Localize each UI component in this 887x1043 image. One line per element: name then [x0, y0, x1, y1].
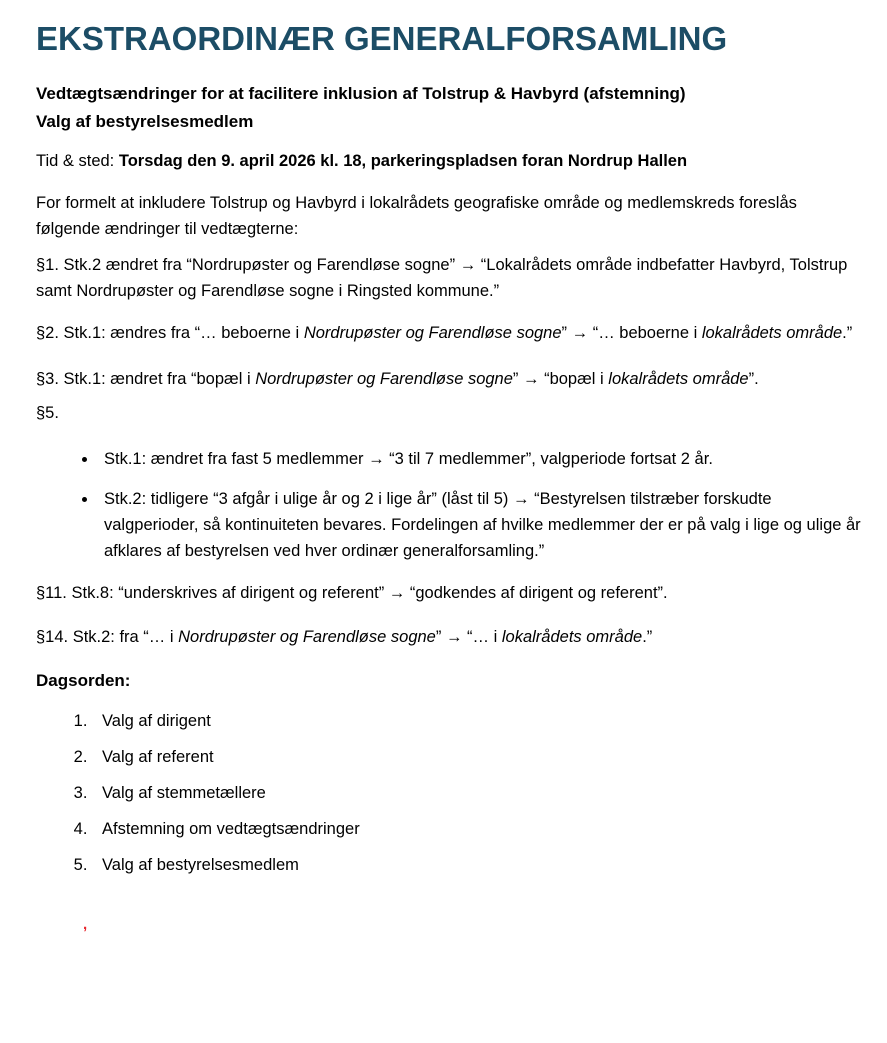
agenda-list: [36, 708, 862, 878]
subtitle-line1: Vedtægtsændringer for at facilitere inklusion af Tolstrup & Havbyrd (afstemning): [36, 84, 686, 103]
document-page: [0, 19, 887, 1043]
amendment-s2-end: .”: [842, 324, 853, 342]
meeting-details: Torsdag den 9. april 2026 kl. 18, parkeringspladsen foran Nordrup Hallen: [118, 152, 688, 170]
amendment-s2-arrow: ” → “… beboerne i: [561, 324, 702, 342]
agenda-item-afstemning: 4. Afstemning om vedtægtsændringer: [92, 816, 862, 842]
red-annotation-mark: ,: [83, 916, 88, 933]
page-title: EKSTRAORDINÆR GENERALFORSAMLING: [36, 20, 728, 57]
amendment-s2-text: §2. Stk.1: ændres fra “… beboerne i: [36, 324, 304, 342]
amendment-s3-text: §3. Stk.1: ændret fra “bopæl i: [36, 370, 256, 388]
amendment-s1: §1. Stk.2 ændret fra “Nordrupøster og Farendløse sogne” → “Lokalrådets område indbefatter Havbyrd, Tolstrup samt Nordrupøster og Farendløse sogne i Ringsted kommune.”: [36, 256, 848, 300]
meeting-info: [36, 148, 862, 174]
intro-paragraph: For formelt at inkludere Tolstrup og Havbyrd i lokalrådets geografiske område og medlemskreds foreslås følgende ændringer til vedtægterne:: [36, 194, 797, 238]
agenda-item-dirigent: 1. Valg af dirigent: [92, 708, 862, 734]
amendment-s3: [36, 366, 862, 392]
agenda-item-bestyrelsesmedlem: 5. Valg af bestyrelsesmedlem: [92, 852, 862, 878]
amendment-s2-italic-old: Nordrupøster og Farendløse sogne: [303, 324, 562, 342]
amendment-s3-arrow: ” → “bopæl i: [512, 370, 609, 388]
amendment-s2-italic-new: lokalrådets område: [701, 324, 843, 342]
amendment-s14: [36, 624, 862, 650]
amendment-s14-italic-new: lokalrådets område: [501, 628, 643, 646]
subtitle-line2: Valg af bestyrelsesmedlem: [36, 112, 254, 131]
amendment-s2: [36, 320, 862, 346]
agenda-item-stemmetaellere: 3. Valg af stemmetællere: [92, 780, 862, 806]
amendment-s5-bullet: • Stk.2: tidligere “3 afgår i ulige år og 2 i lige år” (låst til 5) → “Bestyrelsen tilstræber forskudte valgperioder, så kontinuiteten bevares. Fordelingen af hvilke medlemmer der er på valg i lige og ulige år afklares af bestyrelsen ved hver ordinær generalforsamling.”: [98, 486, 862, 564]
amendment-s14-text: §14. Stk.2: fra “… i: [36, 628, 179, 646]
amendment-s14-end: .”: [642, 628, 653, 646]
amendment-s5-bullet: • Stk.1: ændret fra fast 5 medlemmer → “3 til 7 medlemmer”, valgperiode fortsat 2 år.: [98, 446, 862, 472]
amendment-s3-italic-old: Nordrupøster og Farendløse sogne: [255, 370, 513, 388]
amendment-s14-arrow: ” → “… i: [435, 628, 502, 646]
amendment-s11: §11. Stk.8: “underskrives af dirigent og referent” → “godkendes af dirigent og referent”.: [36, 584, 668, 602]
amendment-s5-heading: §5.: [36, 404, 59, 422]
agenda-heading: Dagsorden:: [36, 671, 131, 690]
amendment-s14-italic-old: Nordrupøster og Farendløse sogne: [178, 628, 436, 646]
subtitle: [36, 80, 862, 136]
meeting-label: Tid & sted:: [36, 152, 119, 170]
amendment-s5-bullet-list: [36, 446, 862, 564]
amendment-s3-end: ”.: [748, 370, 759, 388]
agenda-item-referent: 2. Valg af referent: [92, 744, 862, 770]
amendment-s3-italic-new: lokalrådets område: [608, 370, 749, 388]
